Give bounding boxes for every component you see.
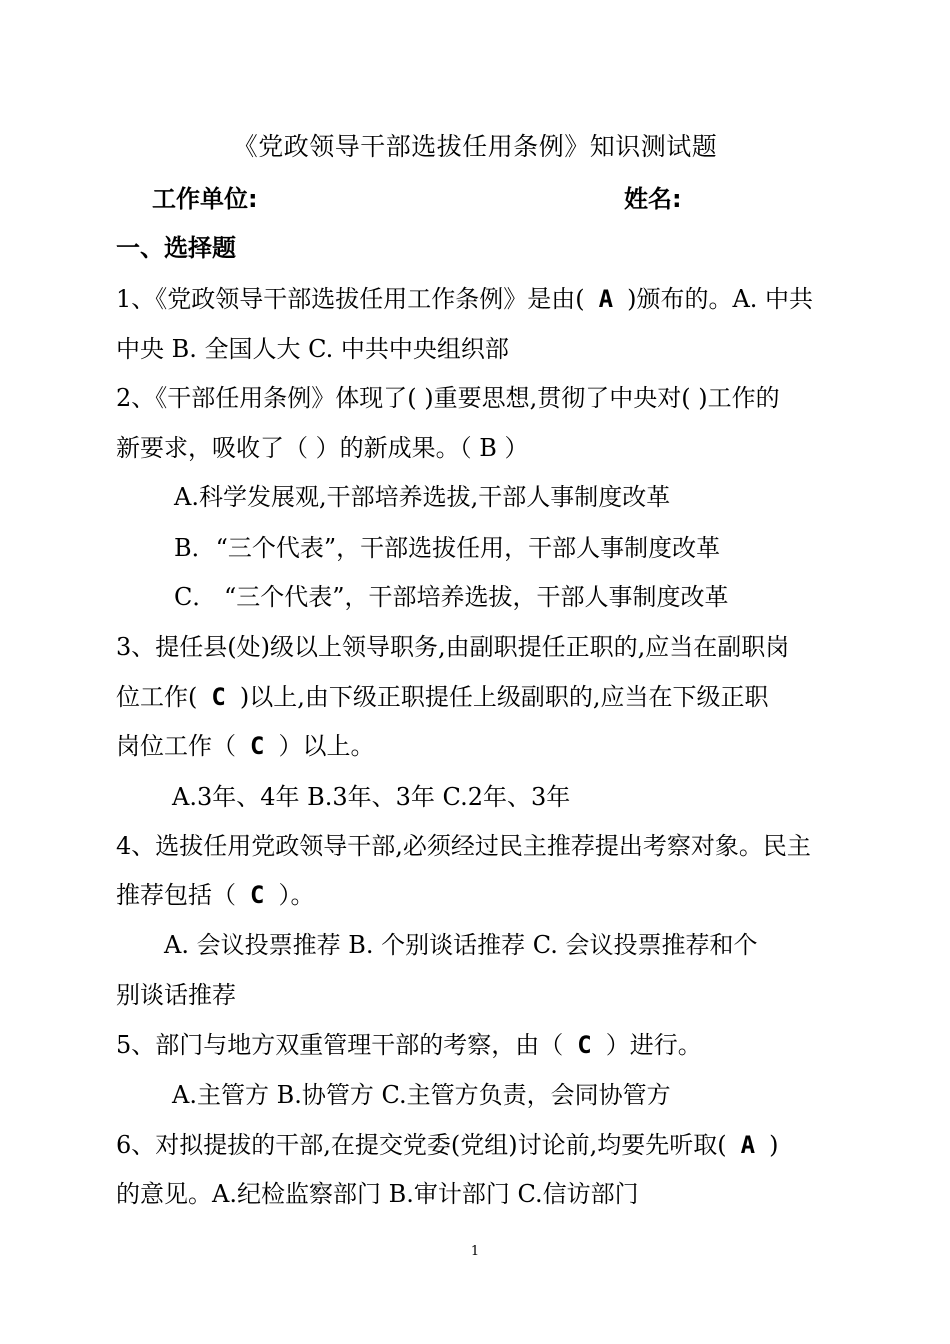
question-1-text-pre: 1、《党政领导干部选拔任用工作条例》是由( bbox=[116, 285, 585, 313]
question-3-line-3 bbox=[116, 731, 374, 761]
question-2-option-c: C． “三个代表”，干部培养选拔，干部人事制度改革 bbox=[174, 583, 729, 611]
question-3-line-1: 3、提任县(处)级以上领导职务,由副职提任正职的,应当在副职岗 bbox=[116, 633, 790, 661]
question-3-options: A.3年、4年 B.3年、3年 C.2年、3年 bbox=[172, 783, 571, 811]
question-5-line-1 bbox=[116, 1030, 702, 1060]
question-4-answer: C bbox=[250, 881, 265, 909]
question-3-line-2-post: )以上,由下级正职提任上级副职的,应当在下级正职 bbox=[239, 683, 769, 711]
question-1-text-post: )颁布的。A. 中共 bbox=[627, 285, 814, 313]
question-3-answer-2: C bbox=[250, 732, 265, 760]
question-6-line-1 bbox=[116, 1130, 778, 1160]
section-heading: 一、选择题 bbox=[116, 234, 236, 262]
question-1-line-2: 中央 B. 全国人大 C. 中共中央组织部 bbox=[116, 335, 509, 363]
question-3-answer-1: C bbox=[211, 683, 226, 711]
question-4-options-line-2: 别谈话推荐 bbox=[116, 981, 236, 1009]
question-4-options-line-1: A. 会议投票推荐 B. 个别谈话推荐 C. 会议投票推荐和个 bbox=[164, 931, 758, 959]
question-3-line-2 bbox=[116, 682, 768, 712]
question-2-option-a: A.科学发展观,干部培养选拔,干部人事制度改革 bbox=[174, 483, 671, 511]
document-title: 《党政领导干部选拔任用条例》知识测试题 bbox=[232, 132, 718, 161]
question-3-line-3-post: ）以上。 bbox=[278, 732, 375, 760]
question-6-line-2: 的意见。A.纪检监察部门 B.审计部门 C.信访部门 bbox=[116, 1180, 639, 1208]
question-5-answer: C bbox=[577, 1031, 592, 1059]
question-4-line-2-pre: 推荐包括（ bbox=[116, 881, 236, 909]
question-4-line-2-post: ）。 bbox=[278, 881, 315, 909]
question-6-line-1-post: ) bbox=[769, 1131, 779, 1159]
question-2-line-2: 新要求，吸收了（ ）的新成果。（ B ） bbox=[116, 434, 529, 462]
question-3-line-2-pre: 位工作( bbox=[116, 683, 198, 711]
question-4-line-2 bbox=[116, 880, 314, 910]
question-5-line-1-post: ）进行。 bbox=[605, 1031, 702, 1059]
question-4-line-1: 4、选拔任用党政领导干部,必须经过民主推荐提出考察对象。民主 bbox=[116, 832, 811, 860]
question-6-line-1-pre: 6、对拟提拔的干部,在提交党委(党组)讨论前,均要先听取( bbox=[116, 1131, 727, 1159]
page-number: 1 bbox=[470, 1244, 480, 1259]
question-5-line-1-pre: 5、部门与地方双重管理干部的考察，由（ bbox=[116, 1031, 564, 1059]
question-5-options: A.主管方 B.协管方 C.主管方负责，会同协管方 bbox=[172, 1081, 671, 1109]
question-1-line-1 bbox=[116, 284, 813, 314]
work-unit-label: 工作单位: bbox=[152, 185, 258, 213]
question-6-answer: A bbox=[740, 1131, 756, 1159]
question-2-option-b: B．“三个代表”，干部选拔任用，干部人事制度改革 bbox=[174, 534, 721, 562]
question-3-line-3-pre: 岗位工作（ bbox=[116, 732, 236, 760]
name-label: 姓名: bbox=[624, 185, 682, 213]
question-1-answer: A bbox=[598, 285, 614, 313]
question-2-line-1: 2、《干部任用条例》体现了( )重要思想,贯彻了中央对( )工作的 bbox=[116, 384, 780, 412]
